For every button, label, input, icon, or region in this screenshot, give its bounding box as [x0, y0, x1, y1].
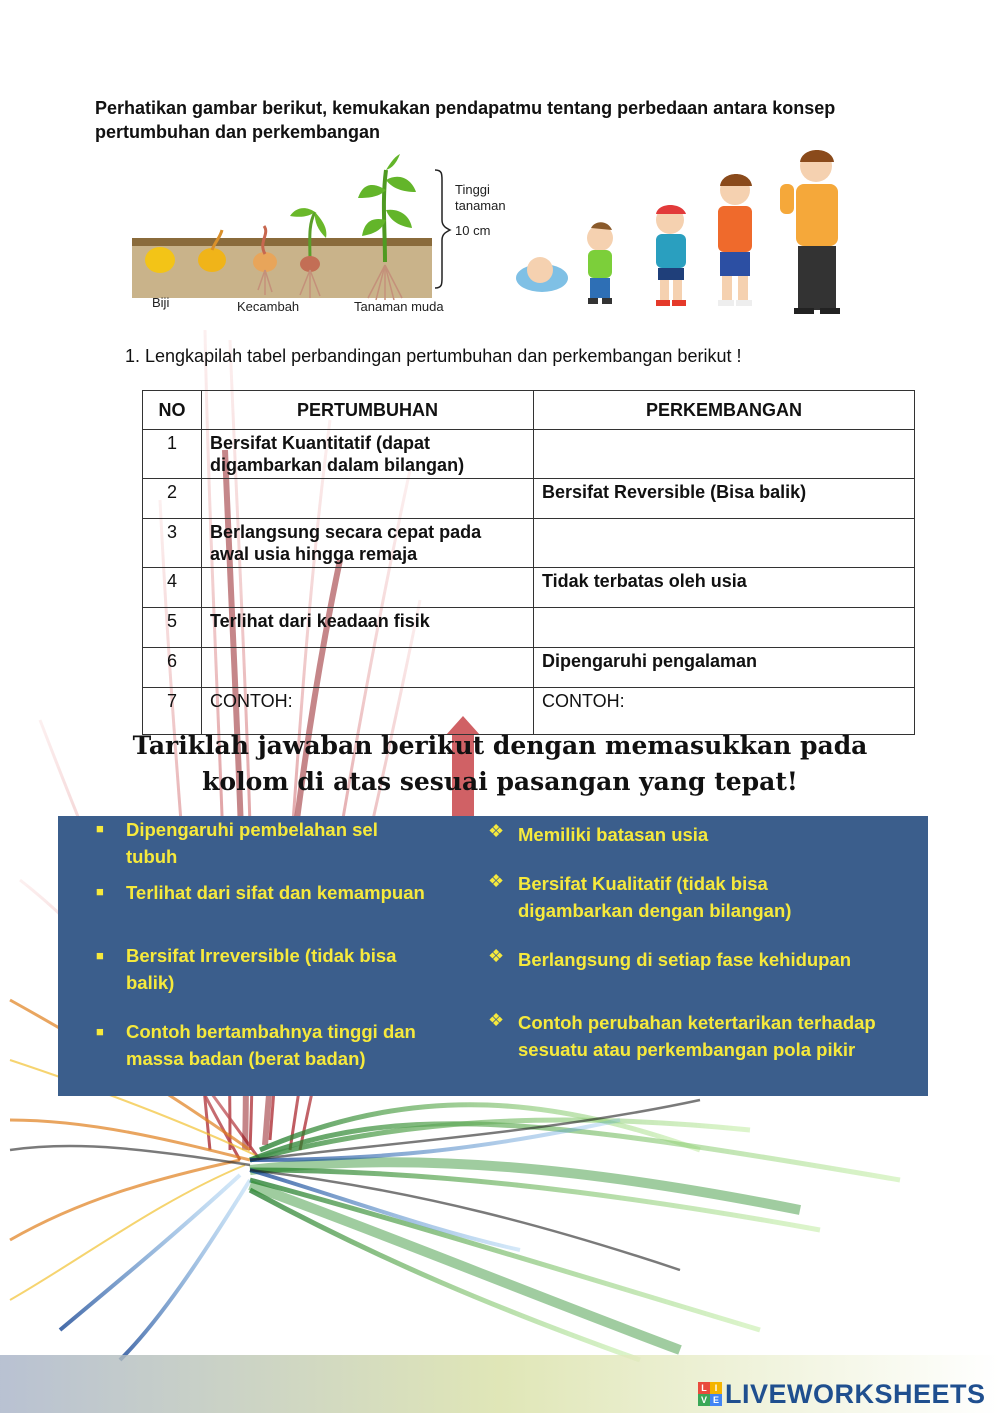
answer-option[interactable]: Contoh bertambahnya tinggi dan massa badan (berat badan) — [126, 1021, 416, 1069]
perkembangan-example-cell[interactable]: CONTOH: — [534, 688, 915, 735]
pertumbuhan-drop-cell[interactable] — [202, 648, 534, 688]
instruction-line2: kolom di atas sesuai pasangan yang tepat! — [202, 767, 798, 796]
kid-figure — [656, 205, 686, 306]
growth-illustration — [130, 150, 860, 320]
perkembangan-cell[interactable]: Tidak terbatas oleh usia — [534, 568, 915, 608]
table-header-row — [143, 391, 915, 430]
question-text: 1. Lengkapilah tabel perbandingan pertumbuhan dan perkembangan berikut ! — [125, 346, 742, 366]
row-number: 1 — [143, 430, 202, 479]
instruction-text — [120, 728, 880, 800]
liveworksheets-logo[interactable] — [698, 1378, 986, 1410]
diamond-bullet-icon: ❖ — [488, 1010, 505, 1030]
table-row — [143, 430, 915, 479]
perkembangan-drop-cell[interactable] — [534, 519, 915, 568]
perkembangan-cell[interactable]: Dipengaruhi pengalaman — [534, 648, 915, 688]
pertumbuhan-cell[interactable]: Berlangsung secara cepat pada awal usia hingga remaja — [202, 519, 534, 568]
young-plant-label: Tanaman muda — [354, 299, 444, 314]
pertumbuhan-cell[interactable]: Bersifat Kuantitatif (dapat digambarkan dalam bilangan) — [202, 430, 534, 479]
perkembangan-drop-cell[interactable] — [534, 608, 915, 648]
square-bullet-icon: ■ — [96, 948, 104, 963]
answer-option[interactable]: Berlangsung di setiap fase kehidupan — [518, 949, 852, 970]
pertumbuhan-cell[interactable]: Terlihat dari keadaan fisik — [202, 608, 534, 648]
logo-mark-icon: L I V E — [698, 1382, 722, 1406]
header-no: NO — [143, 391, 202, 430]
toddler-figure — [587, 222, 613, 304]
diamond-bullet-icon: ❖ — [488, 946, 505, 966]
sprout-label: Kecambah — [237, 299, 300, 314]
header-pertumbuhan: PERTUMBUHAN — [202, 391, 534, 430]
row-number: 5 — [143, 608, 202, 648]
row-number: 6 — [143, 648, 202, 688]
header-perkembangan: PERKEMBANGAN — [534, 391, 915, 430]
human-growth-panel — [516, 150, 840, 314]
answer-option[interactable]: Dipengaruhi pembelahan sel tubuh — [126, 819, 378, 867]
perkembangan-drop-cell[interactable] — [534, 430, 915, 479]
square-bullet-icon: ■ — [96, 884, 104, 899]
answer-option[interactable]: Memiliki batasan usia — [518, 824, 709, 845]
logo-text: LIVEWORKSHEETS — [725, 1378, 986, 1409]
baby-figure — [516, 257, 568, 292]
seed-label: Biji — [152, 295, 170, 310]
row-number: 2 — [143, 479, 202, 519]
perkembangan-cell[interactable]: Bersifat Reversible (Bisa balik) — [534, 479, 915, 519]
table-row — [143, 519, 915, 568]
square-bullet-icon: ■ — [96, 1024, 104, 1039]
answer-option[interactable]: Bersifat Irreversible (tidak bisa balik) — [126, 945, 397, 993]
height-label-line1: Tinggi — [455, 182, 490, 197]
comparison-table — [142, 390, 915, 735]
pertumbuhan-drop-cell[interactable] — [202, 568, 534, 608]
diamond-bullet-icon: ❖ — [488, 821, 505, 841]
table-row — [143, 479, 915, 519]
height-value: 10 cm — [455, 223, 491, 238]
plant-growth-panel — [132, 154, 506, 314]
table-row — [143, 608, 915, 648]
square-bullet-icon: ■ — [96, 821, 104, 836]
table-row — [143, 648, 915, 688]
intro-text: Perhatikan gambar berikut, kemukakan pendapatmu tentang perbedaan antara konsep pertumbuhan dan perkembangan — [95, 98, 836, 142]
seed-icon — [145, 247, 175, 273]
teen-figure — [718, 174, 752, 306]
row-number: 7 — [143, 688, 202, 735]
pertumbuhan-example-cell[interactable]: CONTOH: — [202, 688, 534, 735]
answer-option[interactable]: Bersifat Kualitatif (tidak bisa digambarkan dengan bilangan) — [518, 873, 792, 921]
instruction-line1: Tariklah jawaban berikut dengan memasukkan pada — [132, 731, 868, 760]
adult-figure — [780, 150, 840, 314]
answer-option[interactable]: Terlihat dari sifat dan kemampuan — [126, 882, 425, 903]
pertumbuhan-drop-cell[interactable] — [202, 479, 534, 519]
table-row — [143, 568, 915, 608]
height-label-line2: tanaman — [455, 198, 506, 213]
answer-option[interactable]: Contoh perubahan ketertarikan terhadap sesuatu atau perkembangan pola pikir — [518, 1012, 876, 1060]
row-number: 3 — [143, 519, 202, 568]
answer-options-box — [58, 816, 928, 1096]
diamond-bullet-icon: ❖ — [488, 871, 505, 891]
row-number: 4 — [143, 568, 202, 608]
